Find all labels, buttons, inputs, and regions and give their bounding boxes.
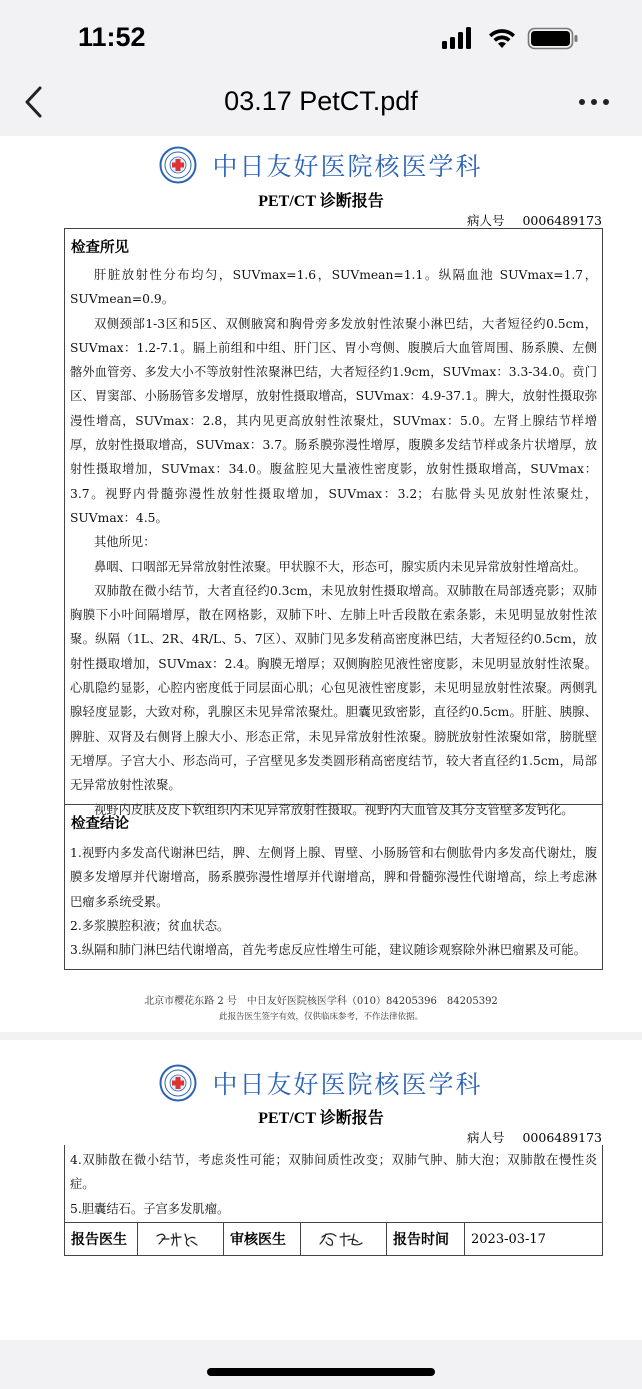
report-doctor-label: 报告医生 [71, 1232, 127, 1248]
patient-id [467, 211, 602, 229]
nav-bar [0, 78, 642, 136]
report-doctor-signature [138, 1223, 224, 1255]
review-doctor-label-cell [224, 1223, 301, 1255]
status-icons [442, 26, 592, 52]
signature-table [64, 1222, 603, 1256]
report-time-value: 2023-03-17 [471, 1231, 546, 1247]
conclusion-item: 2.多浆膜腔积液；贫血状态。 [70, 918, 230, 933]
hospital-header [0, 1064, 642, 1102]
patient-id [467, 1128, 602, 1146]
hospital-name: 中日友好医院核医学科 [212, 152, 483, 181]
conclusion-section [64, 804, 603, 970]
document-title: 03.17 PetCT.pdf [224, 86, 418, 116]
findings-paragraph: 鼻咽、口咽部无异常放射性浓聚。甲状腺不大，形态可，腺实质内未见异常放射性增高灶。 [94, 559, 586, 574]
findings-paragraph: 肝脏放射性分布均匀，SUVmax=1.6，SUVmean=1.1。纵隔血池 SUVmax=1.7，SUVmean=0.9。 [70, 268, 597, 307]
status-time: 11:52 [78, 22, 146, 52]
conclusion-body [65, 1145, 602, 1221]
hospital-logo-icon [159, 146, 197, 184]
home-indicator[interactable] [207, 1368, 435, 1376]
report-title: PET/CT 诊断报告 [258, 193, 384, 210]
more-options-button[interactable] [576, 92, 620, 122]
findings-paragraph: 其他所见： [94, 535, 156, 550]
hospital-header [0, 146, 642, 184]
footer-address: 北京市樱花东路 2 号 中日友好医院核医学科（010）84205396 84205392 [144, 996, 498, 1007]
conclusion-body [65, 833, 602, 962]
report-time-label-cell [387, 1223, 465, 1255]
patient-id-value: 0006489173 [522, 213, 602, 228]
patient-id-label: 病人号 [466, 213, 505, 228]
findings-paragraph: 视野内皮肤及皮下软组织内未见异常放射性摄取。视野内大血管及其分支管壁多发钙化。 [94, 802, 574, 817]
findings-section [64, 228, 603, 817]
handwritten-signature [314, 1228, 374, 1250]
conclusion-item: 3.纵隔和肺门淋巴结代谢增高，首先考虑反应性增生可能，建议随诊观察除外淋巴瘤累及可能。 [70, 943, 586, 958]
conclusion-item: 4.双肺散在微小结节，考虑炎性可能；双肺间质性改变；双肺气肿、肺大泡；双肺散在慢性炎症。 [70, 1153, 597, 1192]
report-time-label: 报告时间 [393, 1232, 449, 1248]
conclusion-continued [64, 1145, 603, 1223]
review-doctor-signature [301, 1223, 387, 1255]
hospital-logo-icon [159, 1064, 197, 1102]
patient-id-value: 0006489173 [522, 1130, 602, 1145]
wifi-icon [489, 29, 515, 48]
findings-heading: 检查所见 [71, 240, 129, 256]
findings-paragraph: 双侧颈部1-3区和5区、双侧腋窝和胸骨旁多发放射性浓聚小淋巴结，大者短径约0.5cm，SUVmax：1.2-7.1。膈上前组和中组、肝门区、胃小弯侧、腹膜后大血管周围、肠系膜、左侧髂外血管旁、多发大小不等放射性浓聚淋巴结，大者短径约1.9cm，SUVmax：3.3-34.0。贲门区、胃窦部、小肠肠管多发增厚，放射性摄取增高，SUVmax：4.9-37.1。脾大，放射性摄取弥漫性增高，SUVmax：2.8，其内见更高放射性浓聚灶，SUVmax：5.0。左肾上腺结节样增厚，放射性摄取增高，SUVmax：3.7。肠系膜弥漫性增厚，腹膜多发结节样或条片状增厚，放射性摄取增加，SUVmax：34.0。腹盆腔见大量液性密度影，放射性摄取增高，SUVmax：3.7。视野内骨髓弥漫性放射性摄取增加，SUVmax：3.2；右肱骨头见放射性浓聚灶，SUVmax：4.5。 [70, 316, 597, 525]
report-time-cell [465, 1223, 602, 1255]
page-footer [0, 992, 642, 1022]
handwritten-signature [151, 1228, 211, 1250]
report-doctor-label-cell [65, 1223, 138, 1255]
conclusion-item: 5.胆囊结石。子宫多发肌瘤。 [70, 1201, 230, 1216]
findings-body [65, 257, 602, 822]
patient-id-label: 病人号 [466, 1130, 505, 1145]
hospital-name: 中日友好医院核医学科 [212, 1070, 483, 1099]
footer-note: 此报告医生签字有效，仅供临床参考，不作法律依据。 [218, 1012, 423, 1022]
review-doctor-label: 审核医生 [230, 1232, 286, 1248]
report-title: PET/CT 诊断报告 [258, 1110, 384, 1127]
status-bar [0, 0, 642, 78]
findings-paragraph: 双肺散在微小结节，大者直径约0.3cm，未见放射性摄取增高。双肺散在局部透亮影；双肺胸膜下小叶间隔增厚，散在网格影，双肺下叶、左肺上叶舌段散在索条影，未见明显放射性浓聚。纵隔（1L、2R、4R/L、5、7区）、双肺门见多发稍高密度淋巴结，大者短径约0.5cm，放射性摄取增加，SUVmax：2.4。胸膜无增厚；双侧胸腔见液性密度影，未见明显放射性浓聚。心肌隐约显影，心腔内密度低于同层面心肌；心包见液性密度影，未见明显放射性浓聚。两侧乳腺轻度显影，大致对称，乳腺区未见异常浓聚灶。胆囊见致密影，直径约0.5cm。肝脏、胰腺、脾脏、双肾及右侧肾上腺大小、形态正常，未见异常放射性浓聚。膀胱放射性浓聚如常，膀胱壁无增厚。子宫大小、形态尚可，子宫壁见多发类圆形稍高密度结节，较大者直径约1.5cm，局部无异常放射性浓聚。 [70, 583, 597, 793]
cellular-signal-icon [442, 27, 471, 49]
conclusion-item: 1.视野内多发高代谢淋巴结，脾、左侧肾上腺、胃壁、小肠肠管和右侧肱骨内多发高代谢灶，腹膜多发增厚并代谢增高，肠系膜弥漫性增厚并代谢增高，脾和骨髓弥漫性代谢增高，综上考虑淋巴瘤多系统受累。 [70, 846, 597, 909]
conclusion-heading: 检查结论 [71, 816, 129, 832]
ellipsis-icon [576, 92, 616, 112]
battery-icon [529, 29, 578, 49]
